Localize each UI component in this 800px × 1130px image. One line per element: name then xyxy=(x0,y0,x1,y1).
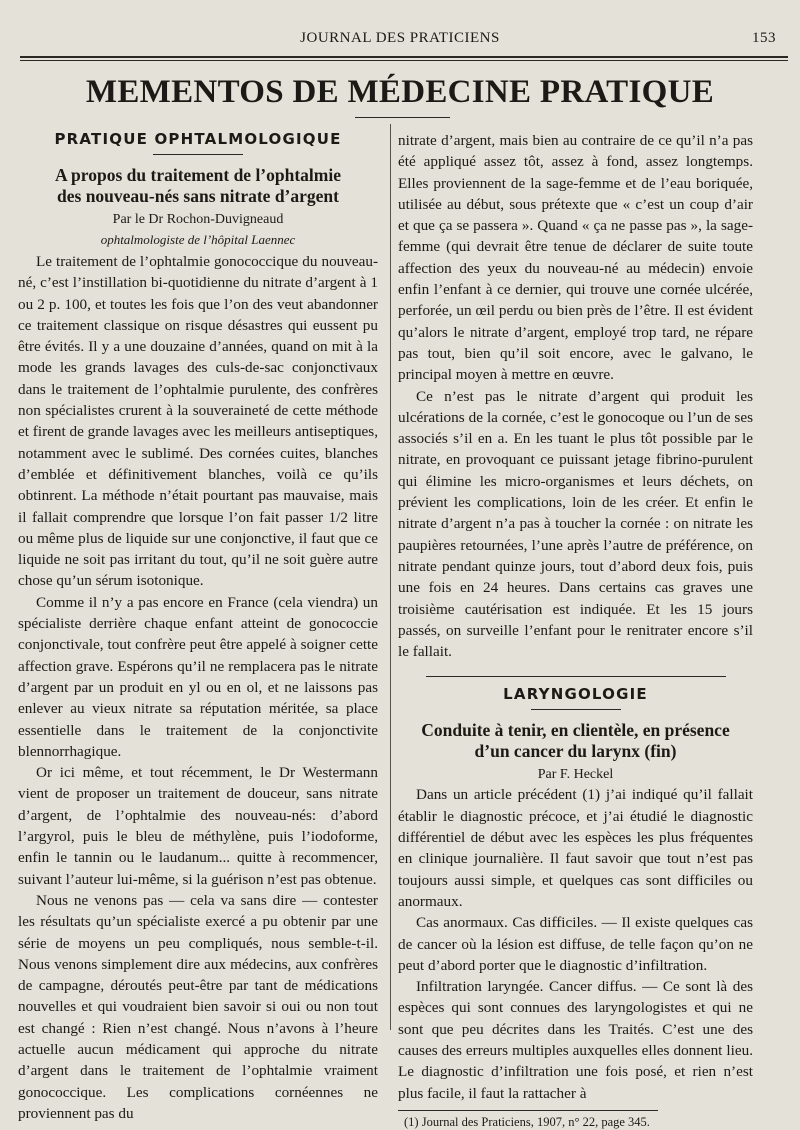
section-rule xyxy=(153,154,243,155)
section-heading-laryngo: LARYNGOLOGIE xyxy=(503,685,648,704)
running-head xyxy=(18,30,782,50)
paragraph: Infiltration laryngée. Cancer diffus. — Ce sont là des espèces qui sont connues des laryngologistes et qui ne sont que peu décrites dans les Traités. C’est une des causes des erreurs multiples auxquelles elles donnent lieu. Le diagnostic d’infiltration une fois posé, et rien n’est plus facile, il faut la rattacher à xyxy=(398,978,753,1102)
paragraph: Or ici même, et tout récemment, le Dr Westermann vient de proposer un traitement de douceur, sans nitrate d’argent, de l’ophtalmie des nouveau-nés: d’abord l’argyrol, puis le bleu de méthylène, puis l’iodoforme, enfin le tannin ou le laudanum... quitte à recommencer, suivant l’auteur lui-même, si la guérison n’est pas obtenue. xyxy=(18,764,378,888)
paragraph: Cas anormaux. Cas difficiles. — Il existe quelques cas de cancer où la lésion est diffuse, de telle façon qu’on ne peut d’abord porter que le diagnostic d’infiltration. xyxy=(398,914,753,974)
byline: Par F. Heckel xyxy=(537,767,614,783)
article-title-line: d’un cancer du larynx (fin) xyxy=(474,741,677,762)
title-underline xyxy=(355,117,450,118)
article-title-laryngo xyxy=(398,720,753,762)
footnote: (1) Journal des Praticiens, 1907, n° 22, page 345. xyxy=(404,1114,650,1129)
paragraph: Le traitement de l’ophtalmie gonococcique du nouveau-né, c’est l’instillation bi-quotidienne du nitrate d’argent à 1 ou 2 p. 100, et toutes les fois que l’on des veut abandonner ce traitement classique on risque désastres qui eussent pu être évités. Il y a une douzaine d’années, quand on mit à la mode les grands lavages des culs-de-sac conjonctivaux dans le traitement de l’ophtalmie purulente, des confrères non spécialistes crurent à la souveraineté de cette méthode et firent de grande lavages avec les meilleurs antiseptiques, notamment avec le sublimé. Des cornées cuites, blanches d’emblée et définitivement blanches, voilà ce qu’ils obtinrent. La méthode n’était pourtant pas mauvaise, mais il fallait comprendre que lorsque l’on fait passer 1/2 litre ou même plus de liquide sur une conjonctive, il faut que ce liquide ne soit pas irritant du tout, qu’il ne soit guère autre chose qu’un sérum isotonique. xyxy=(18,253,378,590)
left-column xyxy=(18,130,378,1124)
section-rule xyxy=(531,709,621,710)
article-body xyxy=(398,784,753,1103)
article-title-ophtalmo xyxy=(18,165,378,207)
paragraph: Ce n’est pas le nitrate d’argent qui produit les ulcérations de la cornée, c’est le gonocoque ou l’un de ses associés s’il en a. En les tuant le plus tôt possible par le nitrate, en provoquant ce puissant jetage fibrino-purulent qui élimine les micro-organismes et leurs déchets, on prévient les complications, loin de les créer. Et enfin le nitrate d’argent n’a pas à toucher la cornée : on nitrate les paupières retournées, l’une après l’autre de préférence, on nitrate pendant quinze jours, tout d’abord deux fois, puis une fois en 24 heures. Dans certains cas graves une troisième cautérisation est indiquée. Et les 15 jours passés, on surveille l’enfant pour le renitrater encore s’il le fallait. xyxy=(398,387,753,661)
affiliation: ophtalmologiste de l’hôpital Laennec xyxy=(100,232,296,247)
paragraph: Nous ne venons pas — cela va sans dire — contester les résultats qu’un spécialiste exercé a pu obtenir par une série de moyens un peu compliqués, nous semble-t-il. Nous venons simplement dire aux médecins, aux confrères de campagne, déroutés peut-être par tant de médications nouvelles et qui voudraient bien savoir si oui ou non tout est changé : Rien n’est changé. Nous n’avons à l’heure actuelle aucun médicament qui approche du nitrate d’argent dans le traitement de l’ophtalmie vraiment gonococcique. Les complications cornéennes ne proviennent pas du xyxy=(18,891,378,1122)
page-title: MEMENTOS DE MÉDECINE PRATIQUE xyxy=(85,74,715,110)
page-number: 153 xyxy=(752,30,776,46)
header-rule xyxy=(20,56,788,58)
column-divider xyxy=(390,124,391,1030)
footnote-rule xyxy=(398,1110,658,1111)
journal-name: JOURNAL DES PRATICIENS xyxy=(300,30,500,46)
byline: Par le Dr Rochon-Duvigneaud xyxy=(112,212,284,227)
section-heading-ophtalmo: PRATIQUE OPHTALMOLOGIQUE xyxy=(54,130,342,148)
article-title-line: Conduite à tenir, en clientèle, en présence xyxy=(421,720,730,741)
header-rule-thin xyxy=(20,60,788,61)
paragraph: nitrate d’argent, mais bien au contraire de ce qu’il n’a pas été appliqué assez tôt, assez à fond, assez longtemps. Elles proviennent de la sage-femme et de l’eau boriquée, utilisée au début, sous prétexte que « c’est un coup d’air et que ça se passera ». Quand « ça ne passe pas », la sage-femme (qui devrait être tenue de déclarer de suite toute affection des yeux du nouveau-né au médecin) envoie enfin l’enfant à ce dernier, qui trouve une cornée ulcérée, perforée, un œil perdu ou bien près de l’être. Il est évident qu’alors le nitrate d’argent, employé trop tard, ne répare pas tout, bien qu’il soit encore, avec le galvano, le principal moyen à mettre en œuvre. xyxy=(398,132,753,384)
article-body xyxy=(18,251,378,1124)
right-column xyxy=(398,130,753,1130)
article-title-line: des nouveau-nés sans nitrate d’argent xyxy=(57,186,339,206)
section-top-rule xyxy=(426,676,726,677)
article-body-continued xyxy=(398,130,753,662)
paragraph: Comme il n’y a pas encore en France (cela viendra) un spécialiste derrière chaque enfant atteint de gonococcie conjonctivale, tout confrère peut être appelé à soigner cette affection grave. Espérons qu’il ne remplacera pas le nitrate d’argent par un produit en yl ou en ol, et ne laissons pas enlever au vieux nitrate sa réputation méritée, sa place essentielle dans le traitement de la conjonctivite blennorrhagique. xyxy=(18,593,378,760)
article-title-line: A propos du traitement de l’ophtalmie xyxy=(55,165,341,185)
paragraph: Dans un article précédent (1) j’ai indiqué qu’il fallait établir le diagnostic précoce, et j’ai étudié le diagnostic différentiel de début avec les espèces les plus fréquentes en clinique journalière. Il faut savoir que tout n’est pas toujours aussi simple, et quelques cas sont difficiles ou anormaux. xyxy=(398,786,753,910)
